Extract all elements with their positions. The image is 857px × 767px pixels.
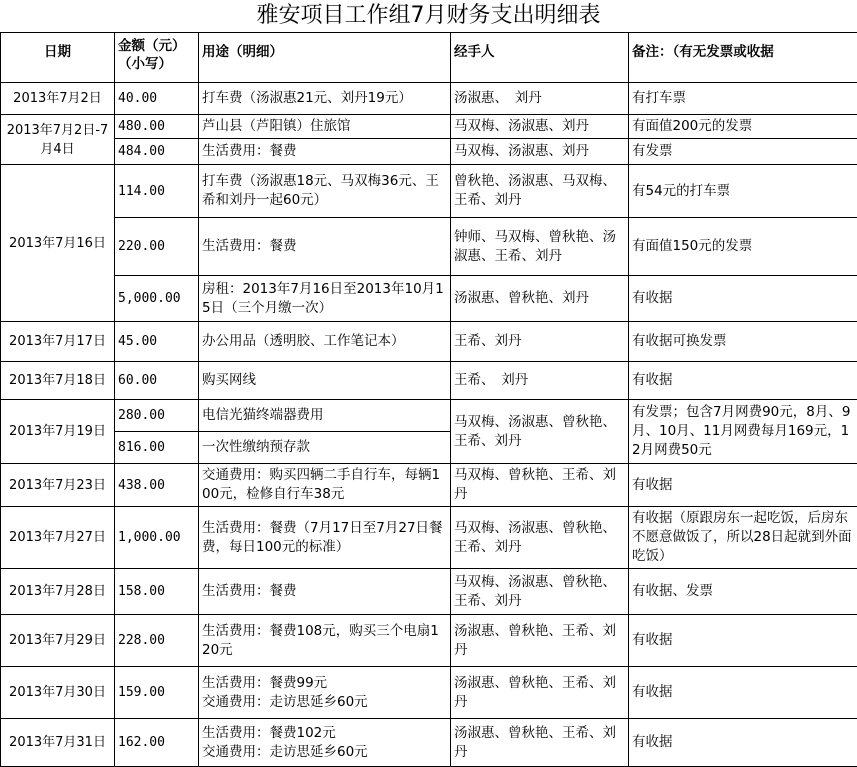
table-row bbox=[1, 115, 857, 139]
note-cell: 有面值150元的发票 bbox=[629, 218, 857, 276]
handler-cell: 马双梅、汤淑惠、曾秋艳、王希、刘丹 bbox=[451, 569, 629, 615]
handler-cell: 王希、 刘丹 bbox=[451, 362, 629, 400]
amount-cell: 60.00 bbox=[115, 362, 199, 400]
table-row bbox=[1, 83, 857, 115]
amount-cell: 1,000.00 bbox=[115, 507, 199, 569]
amount-cell: 228.00 bbox=[115, 615, 199, 667]
purpose-cell: 办公用品（透明胶、工作笔记本） bbox=[199, 322, 451, 362]
page-title: 雅安项目工作组7月财务支出明细表 bbox=[0, 0, 857, 32]
date-cell: 2013年7月27日 bbox=[1, 507, 115, 569]
note-cell: 有收据 bbox=[629, 362, 857, 400]
purpose-cell: 生活费用：餐费 bbox=[199, 139, 451, 165]
purpose-cell: 生活费用：餐费108元，购买三个电扇120元 bbox=[199, 615, 451, 667]
date-cell: 2013年7月18日 bbox=[1, 362, 115, 400]
handler-cell: 马双梅、汤淑惠、刘丹 bbox=[451, 115, 629, 139]
purpose-cell: 芦山县（芦阳镇）住旅馆 bbox=[199, 115, 451, 139]
amount-cell: 280.00 bbox=[115, 400, 199, 432]
note-cell: 有收据 bbox=[629, 464, 857, 507]
purpose-cell: 交通费用：购买四辆二手自行车，每辆100元，检修自行车38元 bbox=[199, 464, 451, 507]
amount-cell: 5,000.00 bbox=[115, 276, 199, 322]
purpose-cell: 生活费用：餐费102元 交通费用：走访思延乡60元 bbox=[199, 719, 451, 767]
note-cell: 有面值200元的发票 bbox=[629, 115, 857, 139]
handler-cell: 汤淑惠、曾秋艳、王希、刘丹 bbox=[451, 719, 629, 767]
handler-cell: 钟师、马双梅、曾秋艳、汤淑惠、王希、刘丹 bbox=[451, 218, 629, 276]
table-row bbox=[1, 719, 857, 767]
amount-cell: 159.00 bbox=[115, 667, 199, 719]
purpose-cell: 打车费（汤淑惠21元、刘丹19元） bbox=[199, 83, 451, 115]
note-cell: 有收据 bbox=[629, 276, 857, 322]
note-cell: 有收据可换发票 bbox=[629, 322, 857, 362]
table-row bbox=[1, 569, 857, 615]
handler-cell: 汤淑惠、曾秋艳、刘丹 bbox=[451, 276, 629, 322]
amount-cell: 816.00 bbox=[115, 432, 199, 464]
date-cell: 2013年7月17日 bbox=[1, 322, 115, 362]
date-cell: 2013年7月2日-7月4日 bbox=[1, 115, 115, 165]
table-row bbox=[1, 139, 857, 165]
amount-cell: 45.00 bbox=[115, 322, 199, 362]
note-cell: 有收据 bbox=[629, 667, 857, 719]
handler-cell: 汤淑惠、 刘丹 bbox=[451, 83, 629, 115]
amount-cell: 438.00 bbox=[115, 464, 199, 507]
amount-cell: 114.00 bbox=[115, 165, 199, 218]
amount-cell: 158.00 bbox=[115, 569, 199, 615]
header-date: 日期 bbox=[1, 33, 115, 83]
note-cell: 有发票；包含7月网费90元，8月、9月、10月、11月网费每月169元，12月网费50元 bbox=[629, 400, 857, 464]
purpose-cell: 购买网线 bbox=[199, 362, 451, 400]
date-cell: 2013年7月23日 bbox=[1, 464, 115, 507]
table-row bbox=[1, 322, 857, 362]
table-row bbox=[1, 615, 857, 667]
purpose-cell: 生活费用：餐费（7月17日至7月27日餐费，每日100元的标准） bbox=[199, 507, 451, 569]
date-cell: 2013年7月16日 bbox=[1, 165, 115, 322]
header-amount: 金额（元） （小写） bbox=[115, 33, 199, 83]
header-row bbox=[1, 33, 857, 83]
note-cell: 有收据 bbox=[629, 615, 857, 667]
purpose-cell: 打车费（汤淑惠18元、马双梅36元、王希和刘丹一起60元） bbox=[199, 165, 451, 218]
note-cell: 有收据（原跟房东一起吃饭，后房东不愿意做饭了，所以28日起就到外面吃饭） bbox=[629, 507, 857, 569]
handler-cell: 马双梅、汤淑惠、曾秋艳、 王希、刘丹 bbox=[451, 400, 629, 464]
header-note: 备注：（有无发票或收据 bbox=[629, 33, 857, 83]
amount-cell: 162.00 bbox=[115, 719, 199, 767]
purpose-cell: 电信光猫终端器费用 bbox=[199, 400, 451, 432]
table-row bbox=[1, 276, 857, 322]
purpose-cell: 房租：2013年7月16日至2013年10月15日（三个月缴一次） bbox=[199, 276, 451, 322]
note-cell: 有收据 bbox=[629, 719, 857, 767]
amount-cell: 40.00 bbox=[115, 83, 199, 115]
date-cell: 2013年7月28日 bbox=[1, 569, 115, 615]
handler-cell: 曾秋艳、汤淑惠、马双梅、王希、刘丹 bbox=[451, 165, 629, 218]
date-cell: 2013年7月2日 bbox=[1, 83, 115, 115]
table-row bbox=[1, 165, 857, 218]
handler-cell: 汤淑惠、曾秋艳、王希、刘丹 bbox=[451, 615, 629, 667]
table-row bbox=[1, 400, 857, 432]
note-cell: 有发票 bbox=[629, 139, 857, 165]
table-row bbox=[1, 507, 857, 569]
header-handler: 经手人 bbox=[451, 33, 629, 83]
date-cell: 2013年7月30日 bbox=[1, 667, 115, 719]
handler-cell: 汤淑惠、曾秋艳、王希、刘丹 bbox=[451, 667, 629, 719]
amount-cell: 480.00 bbox=[115, 115, 199, 139]
header-purpose: 用途（明细） bbox=[199, 33, 451, 83]
note-cell: 有收据、发票 bbox=[629, 569, 857, 615]
date-cell: 2013年7月29日 bbox=[1, 615, 115, 667]
handler-cell: 王希、刘丹 bbox=[451, 322, 629, 362]
note-cell: 有54元的打车票 bbox=[629, 165, 857, 218]
purpose-cell: 一次性缴纳预存款 bbox=[199, 432, 451, 464]
handler-cell: 马双梅、曾秋艳、王希、刘丹 bbox=[451, 464, 629, 507]
handler-cell: 马双梅、汤淑惠、刘丹 bbox=[451, 139, 629, 165]
note-cell: 有打车票 bbox=[629, 83, 857, 115]
amount-cell: 484.00 bbox=[115, 139, 199, 165]
handler-cell: 马双梅、汤淑惠、曾秋艳、王希、刘丹 bbox=[451, 507, 629, 569]
date-cell: 2013年7月31日 bbox=[1, 719, 115, 767]
purpose-cell: 生活费用：餐费 bbox=[199, 218, 451, 276]
amount-cell: 220.00 bbox=[115, 218, 199, 276]
table-row bbox=[1, 464, 857, 507]
expense-table bbox=[0, 32, 857, 767]
table-row bbox=[1, 667, 857, 719]
purpose-cell: 生活费用：餐费99元 交通费用：走访思延乡60元 bbox=[199, 667, 451, 719]
table-row bbox=[1, 218, 857, 276]
purpose-cell: 生活费用：餐费 bbox=[199, 569, 451, 615]
table-row bbox=[1, 362, 857, 400]
date-cell: 2013年7月19日 bbox=[1, 400, 115, 464]
